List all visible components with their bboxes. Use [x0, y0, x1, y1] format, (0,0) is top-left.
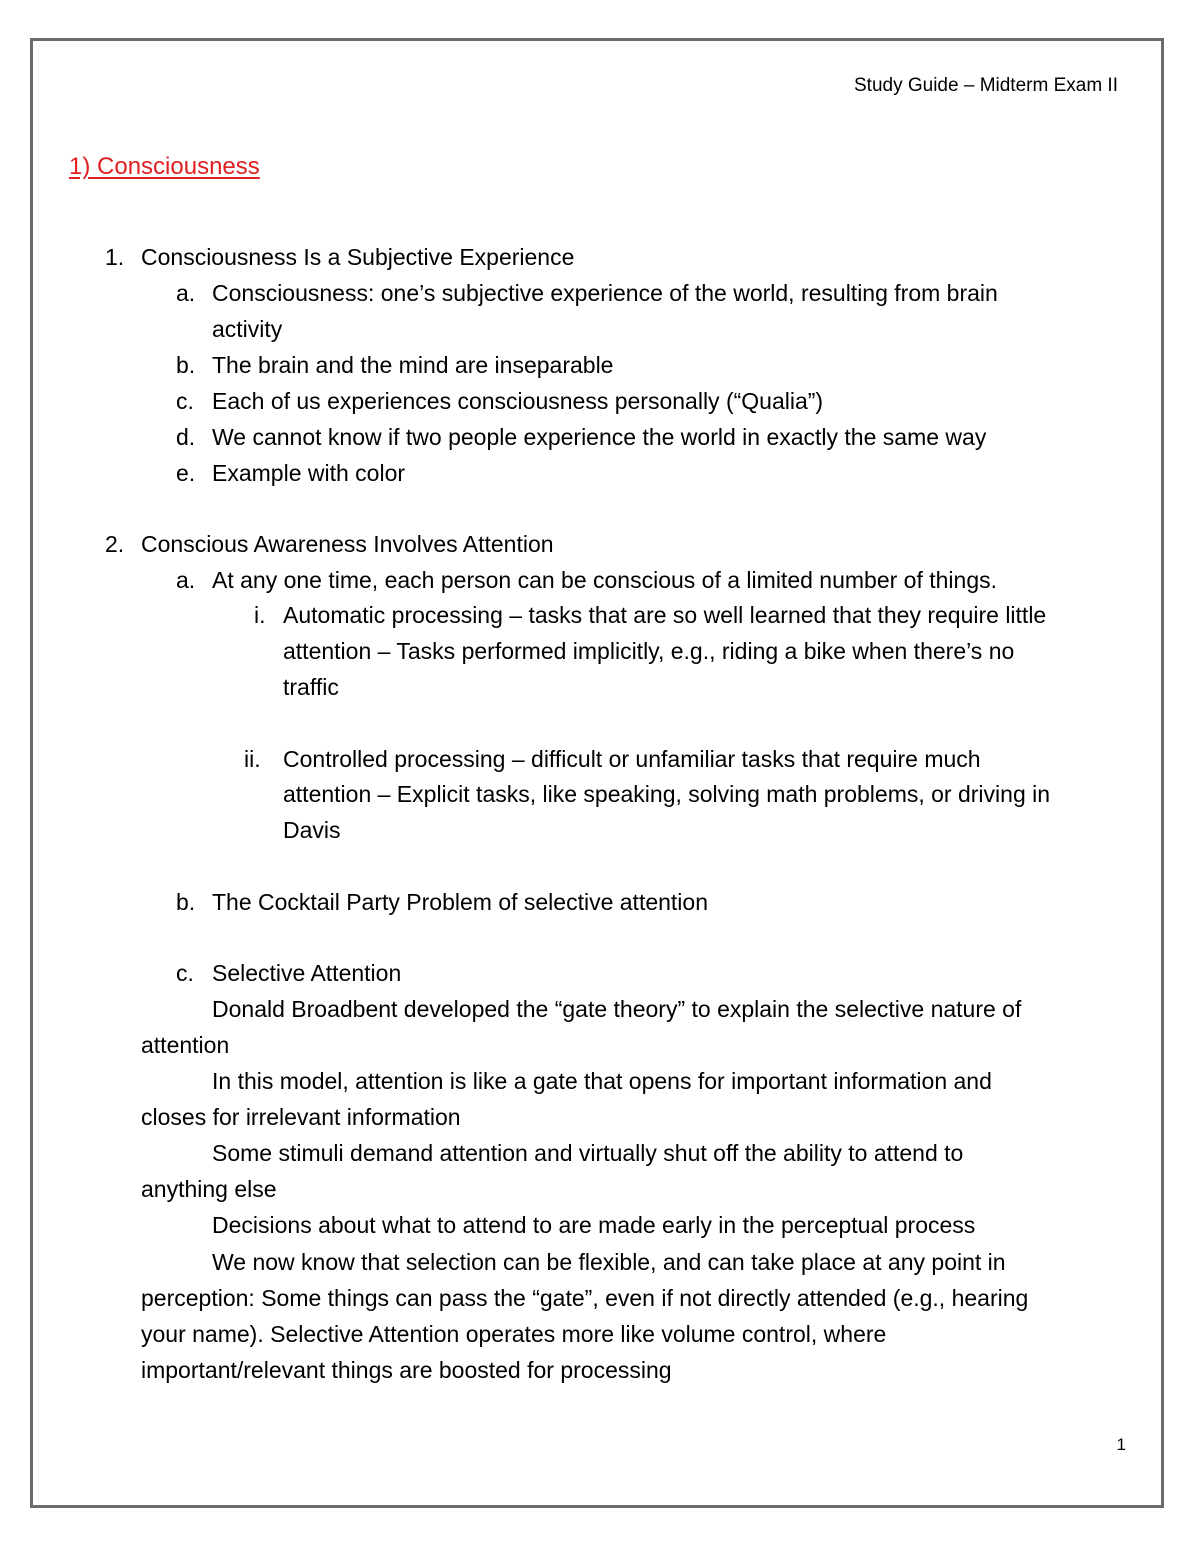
item1-b-line1: The brain and the mind are inseparable [212, 352, 614, 378]
item2-a-ii-line1: Controlled processing – difficult or unfamiliar tasks that require much [283, 746, 981, 772]
list-item-2-title: Conscious Awareness Involves Attention [141, 531, 554, 557]
paragraph-line: We now know that selection can be flexible, and can take place at any point in [212, 1249, 1006, 1275]
list-item-1-marker: 1. [105, 244, 125, 270]
list-item-1-title: Consciousness Is a Subjective Experience [141, 244, 575, 270]
item1-b-marker: b. [176, 352, 196, 378]
item1-e-marker: e. [176, 460, 196, 486]
running-header: Study Guide – Midterm Exam II [854, 75, 1118, 96]
item2-a-i-line1: Automatic processing – tasks that are so well learned that they require little [283, 602, 1047, 628]
item1-d-marker: d. [176, 424, 196, 450]
paragraph-line: important/relevant things are boosted for processing [141, 1357, 672, 1383]
paragraph-line: anything else [141, 1176, 277, 1202]
item2-a-marker: a. [176, 567, 196, 593]
paragraph-line: perception: Some things can pass the “gate”, even if not directly attended (e.g., hearing [141, 1285, 1029, 1311]
paragraph-line: attention [141, 1032, 230, 1058]
list-item-2-marker: 2. [105, 531, 125, 557]
paragraph-line: In this model, attention is like a gate that opens for important information and [212, 1068, 992, 1094]
section-title: 1) Consciousness [69, 153, 260, 180]
item1-a-marker: a. [176, 280, 196, 306]
item2-a-i-line2: attention – Tasks performed implicitly, e.g., riding a bike when there’s no [283, 638, 1015, 664]
item1-c-line1: Each of us experiences consciousness personally (“Qualia”) [212, 388, 824, 414]
item2-c-title: Selective Attention [212, 960, 402, 986]
item2-a-ii-line3: Davis [283, 817, 341, 843]
item1-e-line1: Example with color [212, 460, 406, 486]
item2-a-text: At any one time, each person can be conscious of a limited number of things. [212, 567, 997, 593]
item2-a-i-marker: i. [254, 602, 266, 628]
paragraph-line: your name). Selective Attention operates more like volume control, where [141, 1321, 887, 1347]
item2-b-text: The Cocktail Party Problem of selective attention [212, 889, 709, 915]
paragraph-line: closes for irrelevant information [141, 1104, 461, 1130]
paragraph-line: Donald Broadbent developed the “gate theory” to explain the selective nature of [212, 996, 1022, 1022]
item2-a-i-line3: traffic [283, 674, 339, 700]
item2-a-ii-line2: attention – Explicit tasks, like speaking, solving math problems, or driving in [283, 781, 1051, 807]
paragraph-line: Some stimuli demand attention and virtually shut off the ability to attend to [212, 1140, 964, 1166]
item2-a-ii-marker: ii. [244, 746, 261, 772]
paragraph-line: Decisions about what to attend to are made early in the perceptual process [212, 1212, 976, 1238]
item1-a-line2: activity [212, 316, 283, 342]
item2-c-marker: c. [176, 960, 194, 986]
item1-d-line1: We cannot know if two people experience the world in exactly the same way [212, 424, 987, 450]
item1-a-line1: Consciousness: one’s subjective experience of the world, resulting from brain [212, 280, 998, 306]
item1-c-marker: c. [176, 388, 194, 414]
item2-b-marker: b. [176, 889, 196, 915]
page-number: 1 [1116, 1435, 1126, 1454]
